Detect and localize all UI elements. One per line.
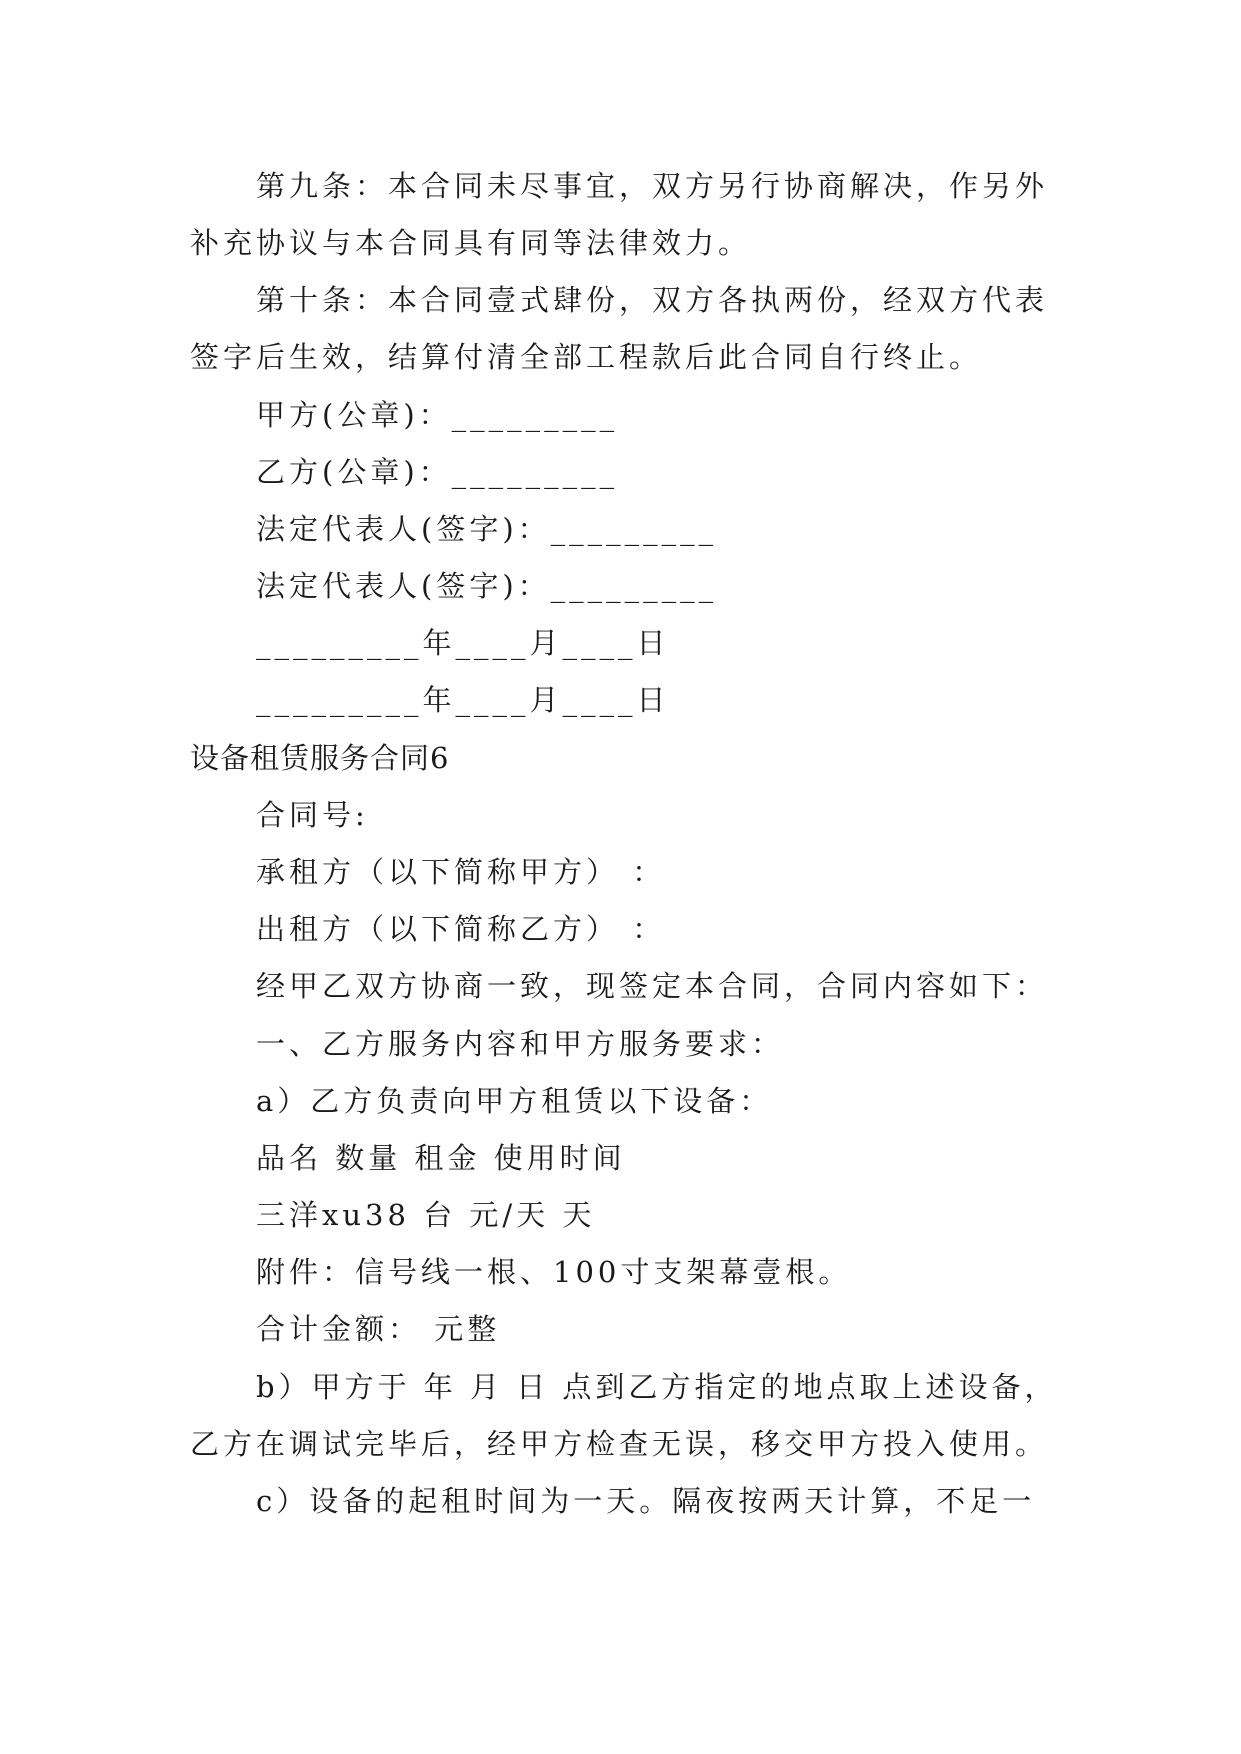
article-10-line-1: 第十条：本合同壹式肆份，双方各执两份，经双方代表 bbox=[256, 283, 1049, 317]
article-9-line-1: 第九条：本合同未尽事宜，双方另行协商解决，作另外 bbox=[256, 169, 1049, 203]
clause-b-line-2: 乙方在调试完毕后，经甲方检查无误，移交甲方投入使用。 bbox=[190, 1427, 1049, 1461]
clause-c-line-1: c）设备的起租时间为一天。隔夜按两天计算，不足一 bbox=[256, 1484, 1036, 1518]
lessor-line: 出租方（以下简称乙方） ： bbox=[256, 912, 666, 946]
date-field-1: _________年____月____日 bbox=[256, 626, 670, 660]
equipment-row: 三洋xu38 台 元/天 天 bbox=[256, 1198, 596, 1232]
legal-rep-signature-field-2: 法定代表人(签字)：_________ bbox=[256, 569, 718, 603]
legal-rep-signature-field-1: 法定代表人(签字)：_________ bbox=[256, 512, 718, 546]
article-10-line-2: 签字后生效，结算付清全部工程款后此合同自行终止。 bbox=[190, 340, 983, 374]
total-amount-line: 合计金额： 元整 bbox=[256, 1312, 501, 1346]
date-field-2: _________年____月____日 bbox=[256, 683, 670, 717]
section-1-heading: 一、乙方服务内容和甲方服务要求： bbox=[256, 1027, 785, 1061]
article-9-line-2: 补充协议与本合同具有同等法律效力。 bbox=[190, 226, 752, 260]
agreement-intro: 经甲乙双方协商一致，现签定本合同，合同内容如下： bbox=[256, 969, 1049, 1003]
party-a-seal-field: 甲方(公章)：_________ bbox=[256, 398, 619, 432]
clause-b-line-1: b）甲方于 年 月 日 点到乙方指定的地点取上述设备， bbox=[256, 1370, 1058, 1404]
equipment-table-header: 品名 数量 租金 使用时间 bbox=[256, 1141, 626, 1175]
contract-title: 设备租赁服务合同6 bbox=[190, 741, 450, 775]
clause-a: a）乙方负责向甲方租赁以下设备： bbox=[256, 1084, 773, 1118]
lessee-line: 承租方（以下简称甲方） ： bbox=[256, 855, 666, 889]
party-b-seal-field: 乙方(公章)：_________ bbox=[256, 455, 619, 489]
accessories-line: 附件：信号线一根、100寸支架幕壹根。 bbox=[256, 1255, 852, 1289]
contract-number: 合同号: bbox=[256, 798, 369, 832]
